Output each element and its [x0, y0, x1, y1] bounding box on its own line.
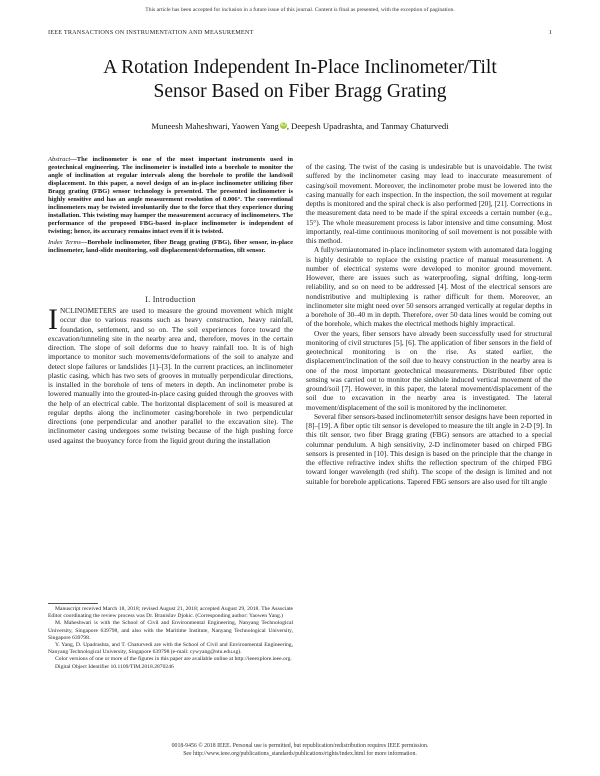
body-paragraph: Over the years, fiber sensors have already been successfully used for structural monitoring of civil structures [5], [6]. The application of fiber sensors in the field of geotechnical monitoring is on the rise. As stated earlier, the displacement/inclination of the soil due to heavy construction in the nearby area is one of the most important geotechnical measurements. Distributed fiber optic sensing was carried out to monitor the sinkhole induced vertical movement of the ground/soil [7]. However, in this paper, the lateral movement/displacement of the soil due to excavation in the nearby area is investigated. The lateral movement/displacement of the soil is monitored by the inclinometer.: [306, 328, 552, 412]
footnote-divider: [48, 603, 98, 604]
drop-cap: I: [48, 303, 58, 336]
footnote-affiliation-1: M. Maheshwari is with the School of Civil and Environmental Engineering, Nanyang Technological University, Singapore 639798, and also with the Maritime Institute, Nanyang Technological University, Singapore 639798.: [48, 620, 293, 641]
footnote-manuscript: Manuscript received March 18, 2018; revised August 21, 2018; accepted August 29, 2018. The Associate Editor coordinating the review process was Dr. Branislav Djokic. (Corresponding author: Yaowen Yang.): [48, 606, 293, 620]
footnote-doi: Digital Object Identifier 10.1109/TIM.2018.2870246: [55, 663, 174, 670]
copyright-line-2: See http://www.ieee.org/publications_standards/publications/rights/index.html for more information.: [183, 750, 417, 757]
body-paragraph: of the casing. The twist of the casing is undesirable but is unavoidable. The twist suffered by the inclinometer casing may lead to inaccurate measurement of casing/soil movement. Moreover, the inclinometer probe must be lowered into the casing manually for each inspection. In the inspection, the soil movement at regular depths is monitored and the spiral check is also performed [20], [21]. Corrections in the measurement data need to be made if the spiral exceeds a certain number (e.g., 15°). The whole measurement process is labor intensive and time consuming. Most importantly, real-time continuous monitoring of soil movement is not possible with this method.: [306, 162, 552, 245]
author-list: [40, 121, 560, 131]
introduction-paragraph: [48, 303, 293, 445]
body-paragraph: Several fiber sensors-based inclinometer/tilt sensor designs have been reported in [8]–[19]. A fiber optic tilt sensor is developed to measure the tilt angle in 2-D [9]. In this tilt sensor, two fiber Bragg grating (FBG) sensors are attached to a special columnar pendulum. A high sensitivity, 2-D inclinometer based on chirped FBG sensors is presented in [10]. This design is based on the principle that the change in the effective refractive index shifts the reflection spectrum of the chirped FBG toward longer wavelength (red shift). The scope of the design is limited and not suitable for borehole applications. Tapered FBG sensors are also used for tilt angle: [306, 411, 553, 486]
intro-first-word: NCLINOMETERS: [60, 306, 117, 315]
footnote-affiliation-2: Y. Yang, D. Upadrashta, and T. Chaturvedi are with the School of Civil and Environmental Engineering, Nanyang Technological University, Singapore 639798 (e-mail: cywyang@ntu.edu.sg).: [48, 642, 293, 656]
title-line-2: Sensor Based on Fiber Bragg Grating: [153, 81, 447, 102]
paper-title: [40, 56, 560, 104]
footnote-color-versions: Color versions of one or more of the figures in this paper are available online at http://ieeexplore.ieee.org.: [55, 656, 292, 663]
index-terms-label: Index Terms: [48, 239, 81, 246]
page-number: 1: [548, 29, 552, 36]
body-paragraph: A fully/semiautomated in-place inclinometer system with automated data logging is highly desirable to replace the existing practice of manual measurement. A number of electrical systems were developed to monitor ground movement. However, there are issues such as waterproofing, signal drifting, long-term reliability, and so on need to be addressed [4]. Most of the electrical sensors are nondistributive and multiplexing is rather difficult for them. Moreover, an inclinometer site might need over 50 sensors arranged vertically at regular depths in a borehole of 30–40 m in depth. Therefore, over 50 data lines would be coming out of the borehole, which makes the electrical methods highly impractical.: [306, 245, 552, 329]
intro-text: are used to measure the ground movement which might occur due to various reasons such as heavy construction, heavy rainfall, foundation, settlement, and so on. The soil experiences force toward the excavation/tunneling site in the nearby area and, therefore, moves in the certain direction. The slope of soil deforms due to heavy rainfall too. It is of high importance to monitor such movements/deformations of the soil to analyze and detect slope failures or landslides [1]–[3]. In the current practices, an inclinometer plastic casing, which has two sets of grooves in mutually perpendicular directions, is installed in the borehole of tens of meters in depth. An inclinometer probe is lowered manually into the grouted-in-place casing guided through the grooves with the help of an electrical cable. The horizontal displacement of soil is measured at regular depths along the inclinometer casing/borehole in two perpendicular directions (one perpendicular and another parallel to the excavation site). The inclinometer casing undergoes some twisting because of the high pushing force used against the buoyancy force from the liquid grout during the installation: [48, 306, 293, 445]
footnotes: [48, 606, 293, 671]
title-line-1: A Rotation Independent In-Place Inclinometer/Tilt: [103, 57, 497, 78]
right-column-body: [306, 162, 552, 486]
section-heading-introduction: I. Introduction: [145, 295, 196, 304]
index-terms-text: —Borehole inclinometer, fiber Bragg grating (FBG), fiber sensor, in-place inclinometer, land-slide monitoring, soil displacement/deformation, tilt sensor.: [48, 239, 293, 255]
orcid-icon[interactable]: iD: [280, 122, 286, 128]
abstract-label: Abstract: [48, 156, 71, 163]
abstract-text: —The inclinometer is one of the most important instruments used in geotechnical engineering. The inclinometer is installed into a borehole to monitor the angle of inclination at regular intervals along the borehole to profile the land/soil displacement. In this paper, a novel design of an in-place inclinometer utilizing fiber Bragg grating (FBG) sensor technology is presented. The presented inclinometer is highly sensitive and has an angle measurement resolution of 0.006°. The conventional inclinometers may be twisted involuntarily due to the force that they experience during installation. This twisting may hamper the measurement accuracy of inclinometers. The performance of the proposed FBG-based in-place inclinometer is independent of twisting; hence, its accuracy remains intact even if it is twisted.: [48, 156, 293, 236]
copyright-notice: [0, 743, 600, 759]
authors-first-part: Muneesh Maheshwari, Yaowen Yang: [151, 121, 279, 131]
abstract: [48, 156, 293, 236]
authors-second-part: , Deepesh Upadrashta, and Tanmay Chaturvedi: [286, 121, 449, 131]
journal-running-head: IEEE TRANSACTIONS ON INSTRUMENTATION AND MEASUREMENT: [48, 29, 254, 36]
acceptance-notice: This article has been accepted for inclusion in a future issue of this journal. Content is final as presented, with the exception of pagination.: [145, 7, 455, 13]
index-terms: [48, 239, 293, 255]
copyright-line-1: 0018-9456 © 2018 IEEE. Personal use is permitted, but republication/redistribution requires IEEE permission.: [171, 743, 429, 749]
